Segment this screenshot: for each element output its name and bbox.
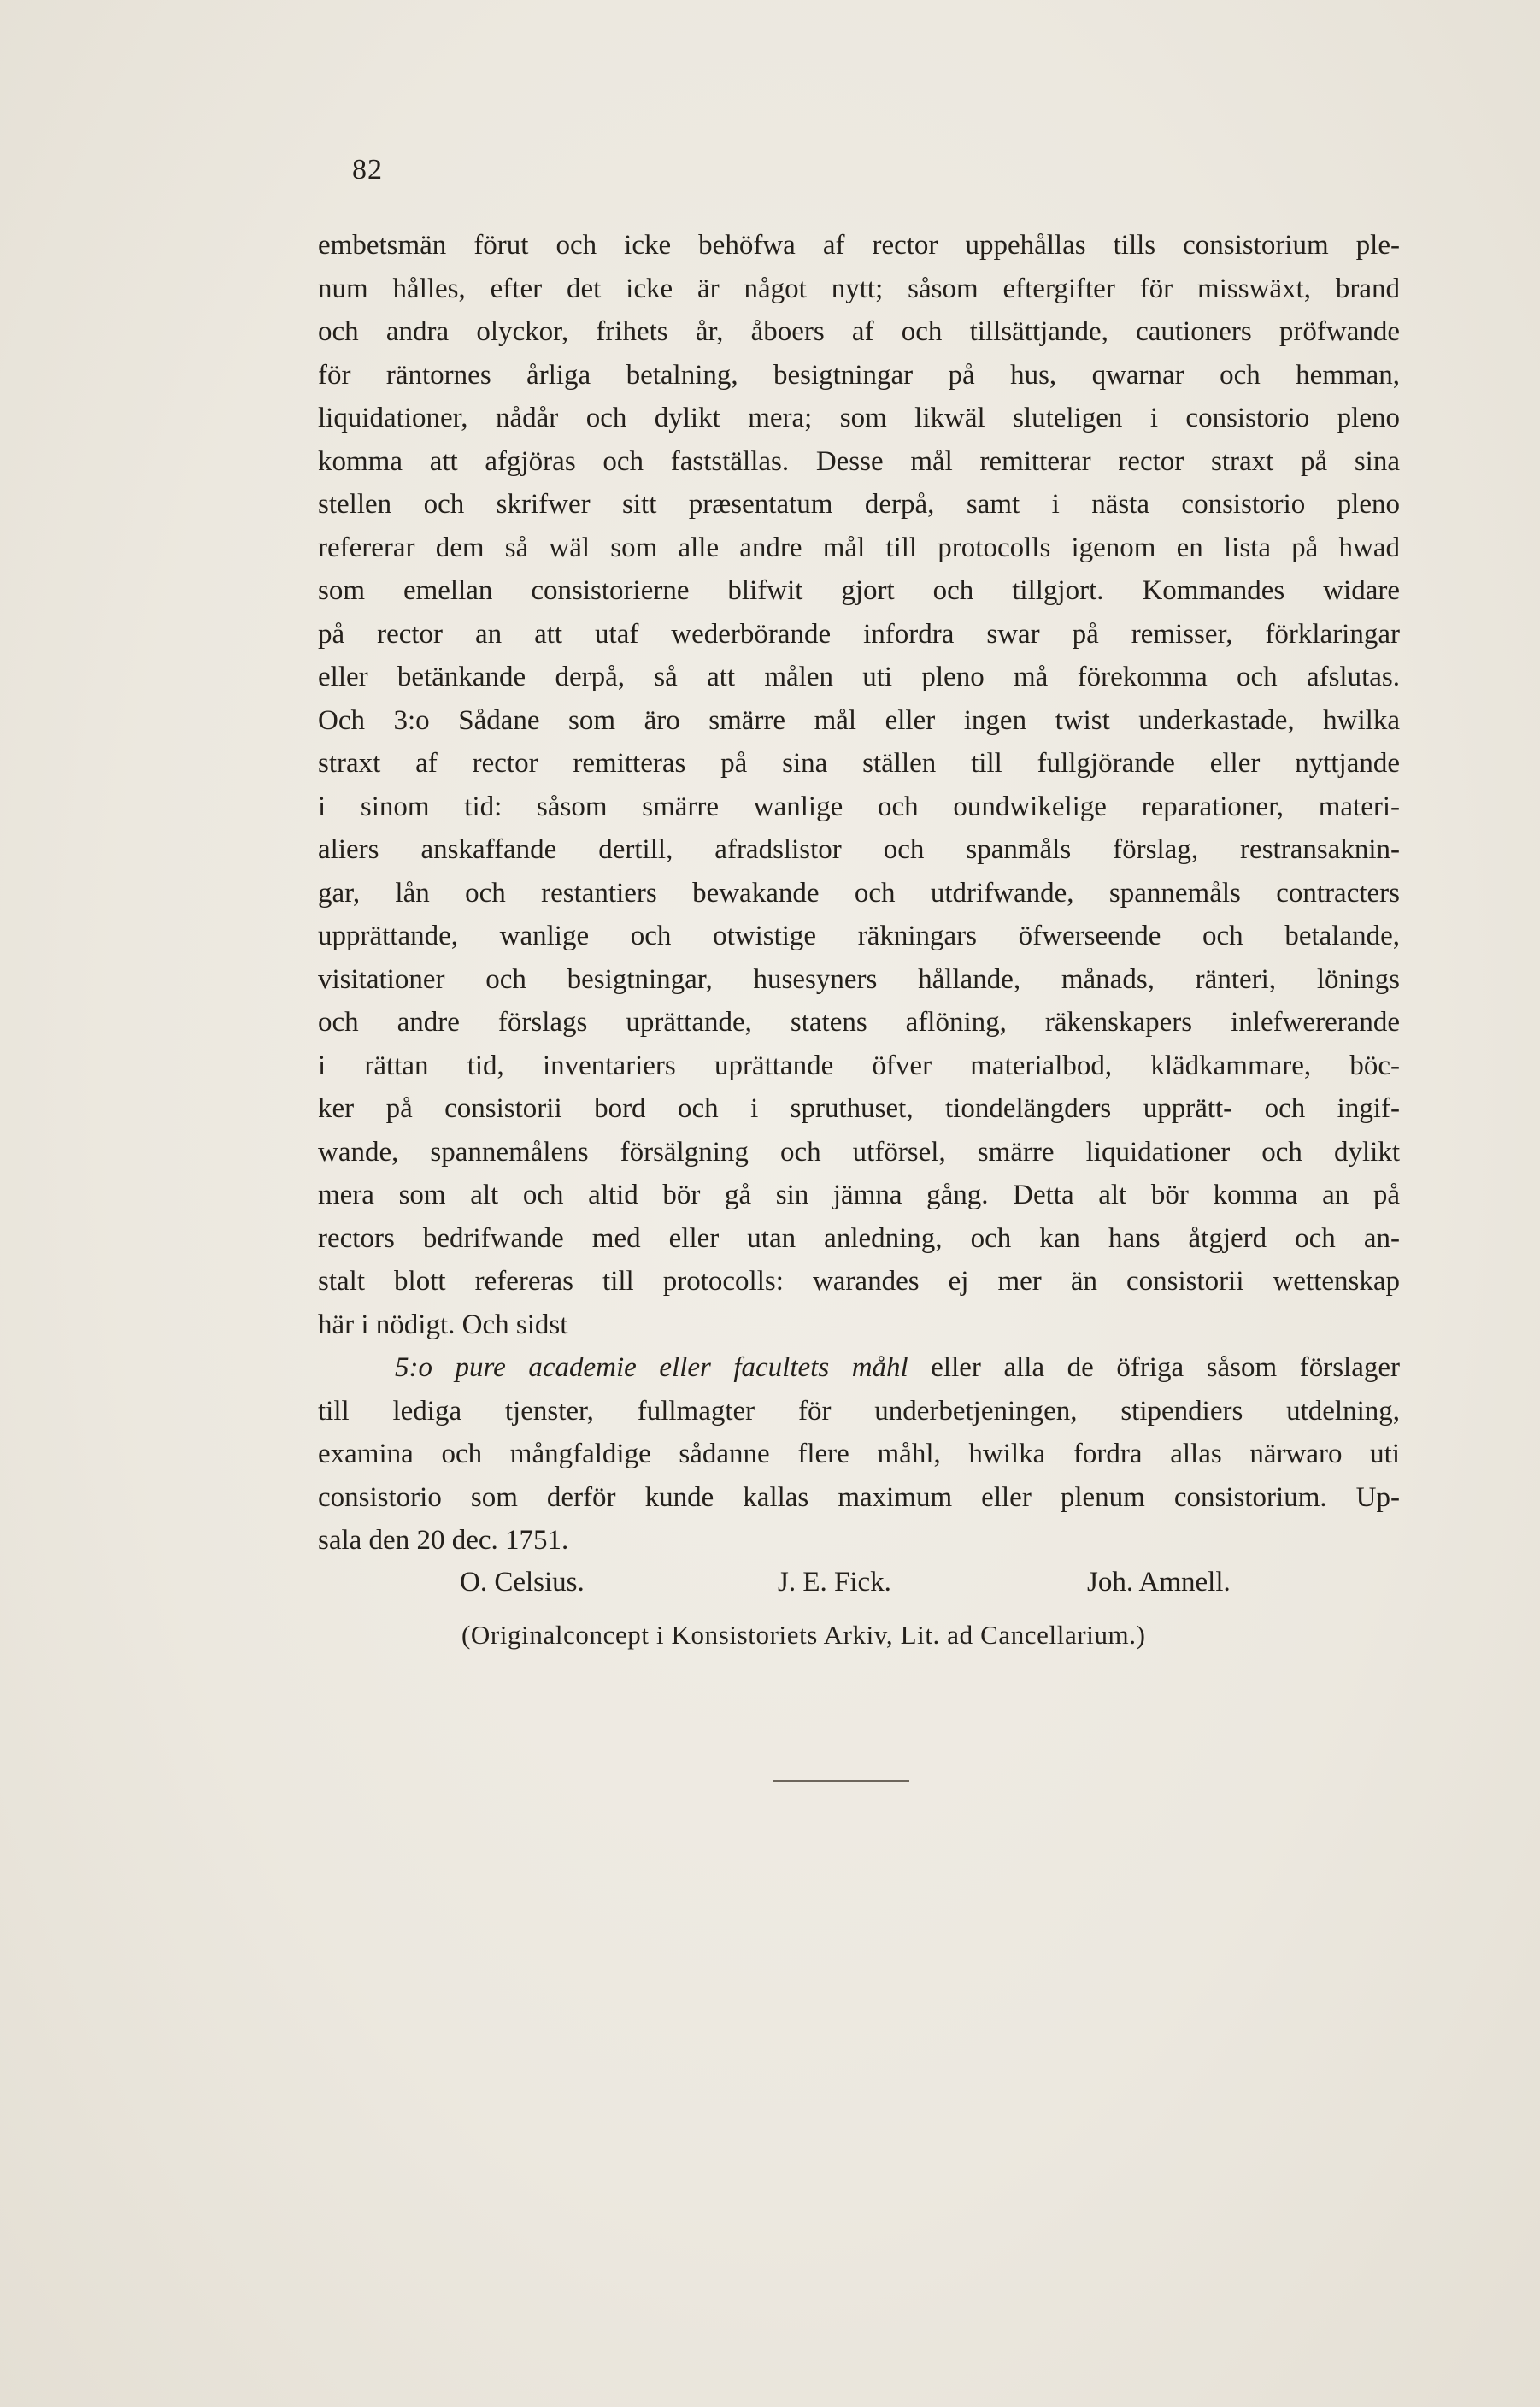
source-note: (Originalconcept i Konsistoriets Arkiv, Lit. ad Cancellarium.) xyxy=(461,1620,1146,1650)
signatures xyxy=(0,1561,1540,1604)
text-line: och andra olyckor, frihets år, åboers af och tillsättjande, cautioners pröfwande xyxy=(318,316,1400,347)
text-line: i sinom tid: såsom smärre wanlige och oundwikelige reparationer, materi- xyxy=(318,791,1400,822)
text-line: embetsmän förut och icke behöfwa af rector uppehållas tills consistorium ple- xyxy=(318,230,1400,261)
text-line: upprättande, wanlige och otwistige räkningars öfwerseende och betalande, xyxy=(318,921,1400,951)
body-text xyxy=(318,224,1400,1562)
text-line: till lediga tjenster, fullmagter för underbetjeningen, stipendiers utdelning, xyxy=(318,1395,1400,1427)
text-line: komma att afgjöras och fastställas. Desse mål remitterar rector straxt på sina xyxy=(318,445,1400,477)
text-line: liquidationer, nådår och dylikt mera; som likwäl sluteligen i consistorio pleno xyxy=(318,403,1400,433)
italic-lead-line xyxy=(318,1346,1400,1390)
text-line: num hålles, efter det icke är något nytt; såsom eftergifter för misswäxt, brand xyxy=(318,273,1400,304)
text-line: här i nödigt. Och sidst xyxy=(318,1309,568,1340)
text-line: refererar dem så wäl som alle andre mål till protocolls igenom en lista på hwad xyxy=(318,532,1400,563)
text-line: examina och mångfaldige sådanne flere måhl, hwilka fordra allas närwaro uti xyxy=(318,1439,1400,1469)
text-line: rectors bedrifwande med eller utan anledning, och kan hans åtgjerd och an- xyxy=(318,1222,1400,1254)
text-line: på rector an att utaf wederbörande infordra swar på remisser, förklaringar xyxy=(318,618,1400,650)
text-line: visitationer och besigtningar, husesyners hållande, månads, ränteri, lönings xyxy=(318,963,1400,995)
text-line: stalt blott refereras till protocolls: warandes ej mer än consistorii wettenskap xyxy=(318,1266,1400,1297)
italic-lead: 5:o pure academie eller facultets måhl xyxy=(395,1352,908,1383)
text-line: stellen och skrifwer sitt præsentatum derpå, samt i nästa consistorio pleno xyxy=(318,489,1400,520)
text-line: och andre förslags uprättande, statens aflöning, räkenskapers inlefwererande xyxy=(318,1007,1400,1038)
text-line: consistorio som derför kunde kallas maximum eller plenum consistorium. Up- xyxy=(318,1481,1400,1513)
text-line: mera som alt och altid bör gå sin jämna gång. Detta alt bör komma an på xyxy=(318,1180,1400,1210)
signature-fick: J. E. Fick. xyxy=(778,1567,891,1598)
text-line: ker på consistorii bord och i spruthuset, tiondelängders upprätt- och ingif- xyxy=(318,1093,1400,1124)
text-line: Och 3:o Sådane som äro smärre mål eller ingen twist underkastade, hwilka xyxy=(318,704,1400,736)
text-line: som emellan consistorierne blifwit gjort och tillgjort. Kommandes widare xyxy=(318,575,1400,606)
text-line: för räntornes årliga betalning, besigtningar på hus, qwarnar och hemman, xyxy=(318,359,1400,391)
text-line: aliers anskaffande dertill, afradslistor och spanmåls förslag, restransaknin- xyxy=(318,834,1400,865)
text-line: sala den 20 dec. 1751. xyxy=(318,1525,569,1556)
signature-celsius: O. Celsius. xyxy=(460,1567,585,1598)
text-line: gar, lån och restantiers bewakande och utdrifwande, spannemåls contracters xyxy=(318,877,1400,909)
italic-line-rest: eller alla de öfriga såsom förslager xyxy=(908,1352,1400,1383)
section-divider xyxy=(773,1780,909,1782)
text-line: eller betänkande derpå, så att målen uti pleno må förekomma och afslutas. xyxy=(318,662,1400,692)
text-line: wande, spannemålens försälgning och utförsel, smärre liquidationer och dylikt xyxy=(318,1136,1400,1168)
text-line: i rättan tid, inventariers uprättande öfver materialbod, klädkammare, böc- xyxy=(318,1050,1400,1081)
signature-amnell: Joh. Amnell. xyxy=(1087,1567,1231,1598)
text-line: straxt af rector remitteras på sina ställen till fullgjörande eller nyttjande xyxy=(318,748,1400,779)
page-number: 82 xyxy=(352,154,383,185)
